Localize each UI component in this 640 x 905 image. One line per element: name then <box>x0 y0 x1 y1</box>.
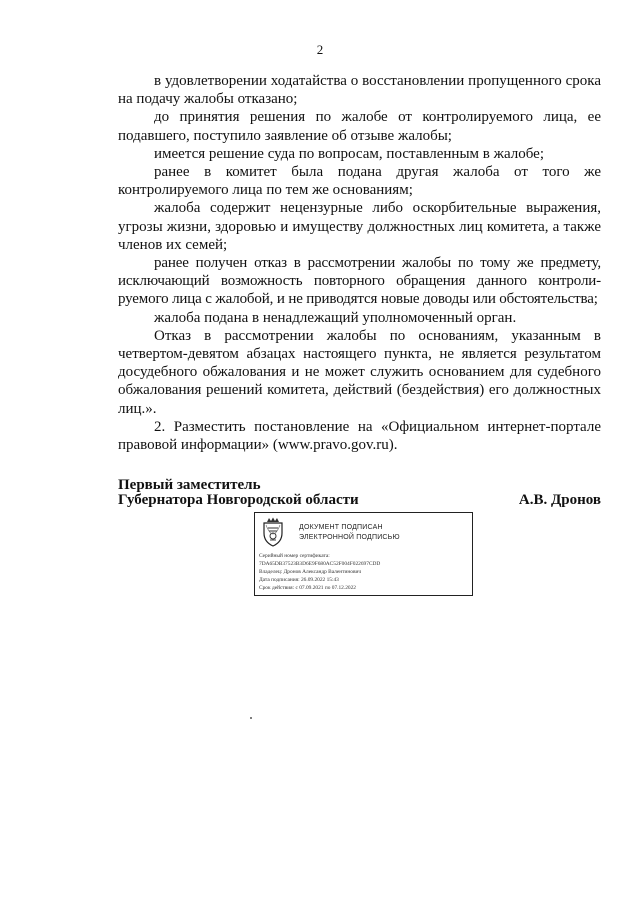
validity-period: Срок действия: с 07.09.2021 по 07.12.2022 <box>259 585 357 591</box>
scan-speck <box>250 717 252 719</box>
document-body <box>118 72 601 454</box>
paragraph: в удовлетворении ходатайства о восстановлении пропущенного срока на подачу жалобы отказано; <box>118 73 601 108</box>
signatory-title: Губернатора Новгородской области <box>118 492 359 508</box>
paragraph: ранее получен отказ в рассмотрении жалобы по тому же предмету, исключающий возможность повторного обращения данного контроли-руемого лица с жалобой, и не приводятся новые доводы или обстоятельства; <box>118 255 601 308</box>
coat-of-arms-icon <box>261 517 285 547</box>
paragraph: жалоба содержит нецензурные либо оскорбительные выражения, угрозы жизни, здоровью и имуществу должностных лиц комитета, а также членов их семей; <box>118 200 601 253</box>
paragraph: Отказ в рассмотрении жалобы по основаниям, указанным в четвертом-девятом абзацах настоящего пункта, не является результатом досудебного обжалования и не может служить основанием для судебного обжалования решений комитета, действий (бездействия) его должностных лиц.». <box>118 327 601 417</box>
serial-label: Серийный номер сертификата: <box>259 553 330 559</box>
paragraph: имеется решение суда по вопросам, поставленным в жалобе; <box>154 145 544 162</box>
signature-block <box>118 478 601 508</box>
electronic-signature-stamp <box>254 512 473 596</box>
signatory-name: А.В. Дронов <box>518 492 601 508</box>
serial-number: 7DA65DB37523B3D6E9F680AC52F004F022697CDD <box>259 561 381 567</box>
stamp-heading <box>299 523 400 542</box>
paragraph: 2. Разместить постановление на «Официальном интернет-портале правовой информации» (www.pravo.gov.ru). <box>118 418 601 454</box>
stamp-heading-line: ЭЛЕКТРОННОЙ ПОДПИСЬЮ <box>299 533 400 541</box>
signing-date: Дата подписания: 26.09.2022 15:43 <box>259 577 339 583</box>
stamp-heading-line: ДОКУМЕНТ ПОДПИСАН <box>299 524 383 531</box>
page-number: 2 <box>316 42 324 57</box>
paragraph: ранее в комитет была подана другая жалоба от того же контролируемого лица по тем же основаниям; <box>118 164 601 199</box>
paragraph: жалоба подана в ненадлежащий уполномоченный орган. <box>154 309 517 326</box>
certificate-details <box>259 552 380 592</box>
paragraph: до принятия решения по жалобе от контролируемого лица, ее подавшего, поступило заявление об отзыве жалобы; <box>118 109 601 144</box>
signatory-title: Первый заместитель <box>118 477 261 493</box>
certificate-owner: Владелец: Дронов Александр Валентинович <box>259 569 362 575</box>
